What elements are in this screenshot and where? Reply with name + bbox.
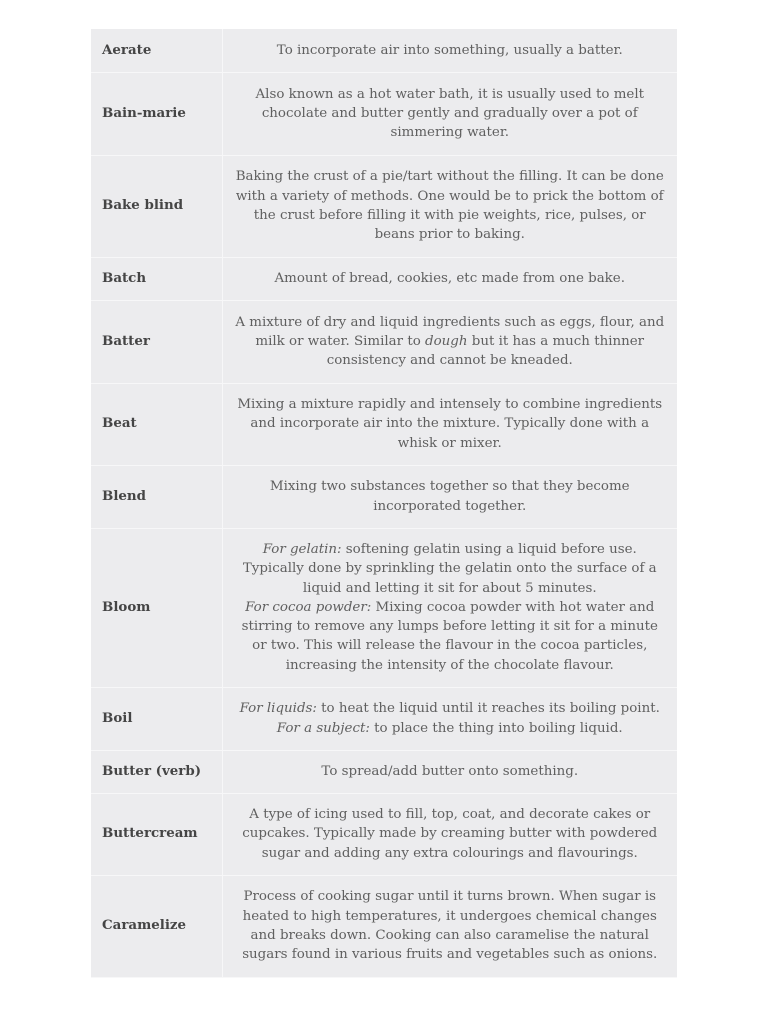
term-cell: Beat xyxy=(91,383,222,465)
term-cell: Buttercream xyxy=(91,793,222,875)
term-cell: Blend xyxy=(91,465,222,528)
term-cell: Batch xyxy=(91,257,222,300)
table-row xyxy=(91,257,677,300)
table-row xyxy=(91,465,677,528)
definition-text: to heat the liquid until it reaches its boiling point. xyxy=(316,701,660,717)
definition-text: to place the thing into boiling liquid. xyxy=(369,720,623,736)
definition-text: Mixing cocoa powder with hot water and stirring to remove any lumps before letting it sit for a minute or two. This will release the flavour in the cocoa particles, increasing the intensity of the chocolate flavour. xyxy=(241,599,658,673)
definition-emphasis: For a subject: xyxy=(276,720,370,736)
definition-text: A mixture of dry and liquid ingredients such as eggs, flour, and milk or water. Similar to xyxy=(235,314,665,349)
definition-emphasis: For cocoa powder: xyxy=(245,599,372,615)
definition-cell: Mixing two substances together so that they become incorporated together. xyxy=(222,465,677,528)
definition-text: but it has a much thinner consistency and cannot be kneaded. xyxy=(326,333,645,369)
definition-emphasis: For liquids: xyxy=(239,701,317,717)
term-cell: Bake blind xyxy=(91,155,222,257)
table-row xyxy=(91,72,677,155)
table-row xyxy=(91,793,677,875)
term-cell: Boil xyxy=(91,687,222,750)
term-cell: Batter xyxy=(91,300,222,383)
definition-cell: Amount of bread, cookies, etc made from one bake. xyxy=(222,257,677,300)
definition-text: softening gelatin using a liquid before use. Typically done by sprinkling the gelatin onto the surface of a liquid and letting it sit for about 5 minutes. xyxy=(242,541,657,596)
term-cell: Bain-marie xyxy=(91,72,222,155)
table-row xyxy=(91,383,677,465)
term-cell: Aerate xyxy=(91,29,222,72)
definition-cell: Process of cooking sugar until it turns brown. When sugar is heated to high temperatures, it undergoes chemical changes and breaks down. Cooking can also caramelise the natural sugars found in various fruits and vegetables such as onions. xyxy=(222,875,677,977)
table-row xyxy=(91,528,677,687)
definition-cell: Mixing a mixture rapidly and intensely to combine ingredients and incorporate air into the mixture. Typically done with a whisk or mixer. xyxy=(222,383,677,465)
table-row xyxy=(91,750,677,793)
term-cell: Caramelize xyxy=(91,875,222,977)
table-row xyxy=(91,300,677,383)
glossary-table xyxy=(91,29,677,978)
definition-cell: Baking the crust of a pie/tart without the filling. It can be done with a variety of methods. One would be to prick the bottom of the crust before filling it with pie weights, rice, pulses, or beans prior to baking. xyxy=(222,155,677,257)
table-row xyxy=(91,687,677,750)
definition-cell: To incorporate air into something, usually a batter. xyxy=(222,29,677,72)
term-cell: Bloom xyxy=(91,528,222,687)
table-row xyxy=(91,29,677,72)
definition-emphasis: dough xyxy=(425,333,468,349)
definition-cell: Also known as a hot water bath, it is usually used to melt chocolate and butter gently and gradually over a pot of simmering water. xyxy=(222,72,677,155)
definition-cell xyxy=(222,300,677,383)
table-row xyxy=(91,155,677,257)
definition-emphasis: For gelatin: xyxy=(262,541,342,557)
definition-cell: A type of icing used to fill, top, coat, and decorate cakes or cupcakes. Typically made by creaming butter with powdered sugar and adding any extra colourings and flavourings. xyxy=(222,793,677,875)
definition-cell xyxy=(222,687,677,750)
definition-cell xyxy=(222,528,677,687)
glossary-body xyxy=(91,29,677,977)
term-cell: Butter (verb) xyxy=(91,750,222,793)
table-row xyxy=(91,875,677,977)
definition-cell: To spread/add butter onto something. xyxy=(222,750,677,793)
